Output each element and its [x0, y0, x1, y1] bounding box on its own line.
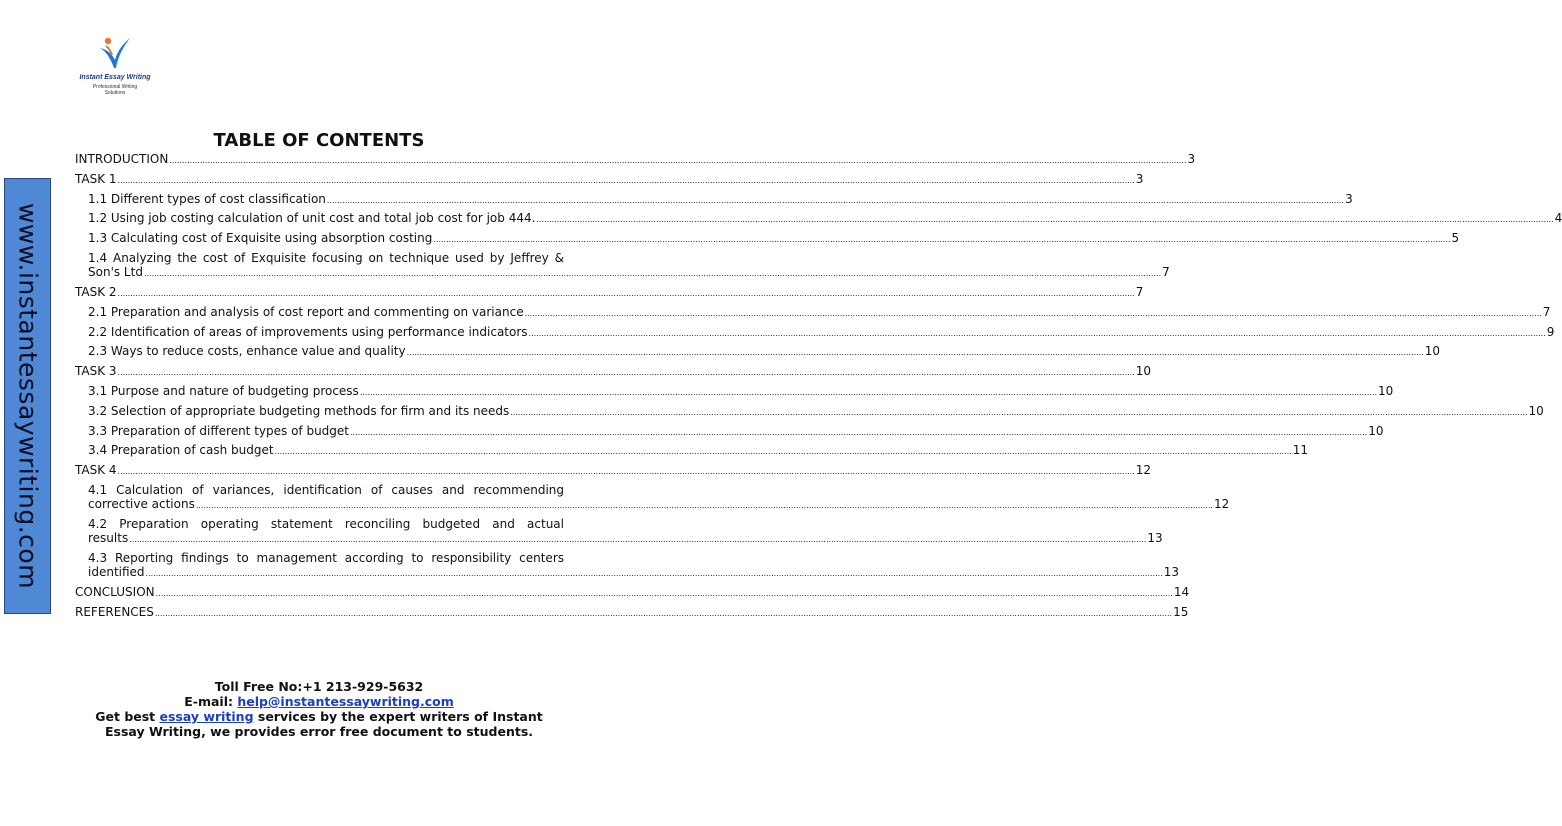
toc-dot-leader: ................................................................................................................................................................................................................................................................................................................................................................................................................ — [359, 388, 1377, 397]
toc-entry[interactable] — [75, 517, 1163, 547]
promo-line-2: Essay Writing, we provides error free document to students. — [104, 724, 534, 739]
email-link[interactable]: help@instantessaywriting.com — [237, 694, 454, 709]
toc-page-number: 7 — [1135, 285, 1144, 299]
toc-entry[interactable] — [75, 551, 1180, 581]
toc-dot-leader: ................................................................................................................................................................................................................................................................................................................................................................................................................ — [169, 156, 1187, 165]
toc-page-number: 9 — [1546, 325, 1555, 339]
banner-url-text: www.instantessaywriting.com — [13, 202, 42, 590]
logo-tagline: Professional Writing Solutions — [92, 84, 138, 96]
toc-dot-leader: ................................................................................................................................................................................................................................................................................................................................................................................................................ — [528, 329, 1546, 338]
toc-page-number: 11 — [1292, 443, 1309, 457]
essay-writing-link[interactable]: essay writing — [159, 709, 254, 724]
logo-figure-icon — [96, 36, 134, 72]
toc-entry-text: 3.2 Selection of appropriate budgeting methods for firm and its needs — [88, 404, 510, 418]
toc-dot-leader: ................................................................................................................................................................................................................................................................................................................................................................................................................ — [117, 467, 1135, 476]
toc-entry-text: TASK 2 — [75, 285, 117, 299]
toc-entry[interactable] — [75, 192, 1353, 208]
toc-entry[interactable] — [75, 325, 1555, 341]
toc-entry-text: 3.4 Preparation of cash budget — [88, 443, 274, 457]
toc-dot-leader: ................................................................................................................................................................................................................................................................................................................................................................................................................ — [117, 368, 1135, 377]
footer-contact — [0, 679, 638, 739]
toc-dot-leader: ................................................................................................................................................................................................................................................................................................................................................................................................................ — [274, 447, 1292, 456]
toc-dot-leader: ................................................................................................................................................................................................................................................................................................................................................................................................................ — [326, 196, 1345, 205]
website-banner — [4, 178, 51, 614]
company-logo — [74, 36, 156, 100]
toc-entry[interactable] — [75, 364, 1152, 380]
toc-entry[interactable] — [75, 251, 1170, 281]
toc-dot-leader: ................................................................................................................................................................................................................................................................................................................................................................................................................ — [433, 235, 1451, 244]
toc-entry-text: 1.3 Calculating cost of Exquisite using absorption costing — [88, 231, 433, 245]
toc-page-number: 3 — [1345, 192, 1353, 206]
toc-dot-leader: ................................................................................................................................................................................................................................................................................................................................................................................................................ — [154, 609, 1173, 618]
toc-entry-text: TASK 1 — [75, 172, 117, 186]
toc-page-number: 10 — [1528, 404, 1544, 418]
toc-entry[interactable] — [75, 305, 1551, 321]
toc-page-number: 10 — [1368, 424, 1384, 438]
toc-entry-text: 2.1 Preparation and analysis of cost report and commenting on variance — [88, 305, 524, 319]
toc-page-number: 13 — [1163, 565, 1180, 579]
toc-entry-text: REFERENCES — [75, 605, 154, 619]
toc-entry-text: 3.3 Preparation of different types of budget — [88, 424, 349, 438]
toc-dot-leader: ................................................................................................................................................................................................................................................................................................................................................................................................................ — [145, 569, 1163, 578]
toc-page-number: 13 — [1147, 531, 1163, 545]
toc-page-number: 10 — [1378, 384, 1394, 398]
toc-entry-text-line1: 4.3 Reporting findings to management according to responsibility centers — [88, 551, 564, 565]
toc-entry-text-line1: 4.1 Calculation of variances, identification of causes and recommending — [88, 483, 564, 497]
toc-entry[interactable] — [75, 384, 1394, 400]
toc-entry-text: results — [88, 531, 129, 545]
toc-page-number: 10 — [1424, 344, 1441, 358]
toc-dot-leader: ................................................................................................................................................................................................................................................................................................................................................................................................................ — [117, 176, 1135, 185]
toll-free-number: Toll Free No:+1 213-929-5632 — [214, 679, 424, 694]
toc-page-number: 3 — [1135, 172, 1144, 186]
toc-dot-leader: ................................................................................................................................................................................................................................................................................................................................................................................................................ — [143, 269, 1162, 278]
toc-dot-leader: ................................................................................................................................................................................................................................................................................................................................................................................................................ — [117, 289, 1135, 298]
toc-dot-leader: ................................................................................................................................................................................................................................................................................................................................................................................................................ — [155, 589, 1173, 598]
toc-page-number: 12 — [1214, 497, 1230, 511]
toc-entry-text: 1.2 Using job costing calculation of unit cost and total job cost for job 444. — [88, 211, 536, 225]
promo-line: Get best essay writing services by the expert writers of Instant — [95, 709, 543, 724]
toc-entry[interactable] — [75, 404, 1544, 420]
toc-entry-text: TASK 3 — [75, 364, 117, 378]
toc-entry[interactable] — [75, 463, 1152, 479]
toc-dot-leader: ................................................................................................................................................................................................................................................................................................................................................................................................................ — [129, 535, 1147, 544]
toc-entry-text: corrective actions — [88, 497, 195, 511]
toc-page-number: 12 — [1135, 463, 1152, 477]
toc-entry-text: TASK 4 — [75, 463, 117, 477]
toc-entry-text-line1: 1.4 Analyzing the cost of Exquisite focusing on technique used by Jeffrey & — [88, 251, 564, 265]
toc-entry-text: 2.3 Ways to reduce costs, enhance value and quality — [88, 344, 406, 358]
toc-page-number: 7 — [1542, 305, 1551, 319]
toc-entry[interactable] — [75, 344, 1441, 360]
toc-entry-text: identified — [88, 565, 145, 579]
toc-page-number: 7 — [1162, 265, 1170, 279]
toc-entry-text: 2.2 Identification of areas of improvements using performance indicators — [88, 325, 528, 339]
email-line: E-mail: help@instantessaywriting.com — [184, 694, 454, 709]
toc-dot-leader: ................................................................................................................................................................................................................................................................................................................................................................................................................ — [524, 309, 1542, 318]
toc-entry-text: Son's Ltd — [88, 265, 143, 279]
toc-page-number: 5 — [1451, 231, 1460, 245]
toc-entry[interactable] — [75, 231, 1460, 247]
toc-entry-text: CONCLUSION — [75, 585, 155, 599]
toc-page-number: 4 — [1554, 211, 1562, 225]
toc-entry[interactable] — [75, 605, 1189, 621]
toc-page-number: 14 — [1173, 585, 1190, 599]
toc-entry[interactable] — [75, 172, 1144, 188]
logo-brand-text: Instant Essay Writing — [79, 74, 151, 81]
toc-dot-leader: ................................................................................................................................................................................................................................................................................................................................................................................................................ — [510, 408, 1528, 417]
toc-dot-leader: ................................................................................................................................................................................................................................................................................................................................................................................................................ — [536, 215, 1554, 224]
toc-entry[interactable] — [75, 211, 1562, 227]
toc-title: TABLE OF CONTENTS — [213, 130, 425, 151]
toc-dot-leader: ................................................................................................................................................................................................................................................................................................................................................................................................................ — [350, 428, 1368, 437]
toc-entry[interactable] — [75, 585, 1190, 601]
toc-entry[interactable] — [75, 483, 1230, 513]
toc-entry[interactable] — [75, 443, 1309, 459]
toc-entry-text: 3.1 Purpose and nature of budgeting process — [88, 384, 359, 398]
toc-entry[interactable] — [75, 285, 1144, 301]
toc-entry[interactable] — [75, 424, 1384, 440]
toc-page-number: 15 — [1173, 605, 1189, 619]
toc-dot-leader: ................................................................................................................................................................................................................................................................................................................................................................................................................ — [195, 501, 1214, 510]
toc-dot-leader: ................................................................................................................................................................................................................................................................................................................................................................................................................ — [406, 348, 1424, 357]
toc-entry-text-line1: 4.2 Preparation operating statement reconciling budgeted and actual — [88, 517, 564, 531]
toc-page-number: 10 — [1135, 364, 1152, 378]
toc-entry-text: INTRODUCTION — [75, 152, 169, 166]
toc-entry[interactable] — [75, 152, 1196, 168]
toc-entry-text: 1.1 Different types of cost classification — [88, 192, 326, 206]
toc-page-number: 3 — [1187, 152, 1196, 166]
